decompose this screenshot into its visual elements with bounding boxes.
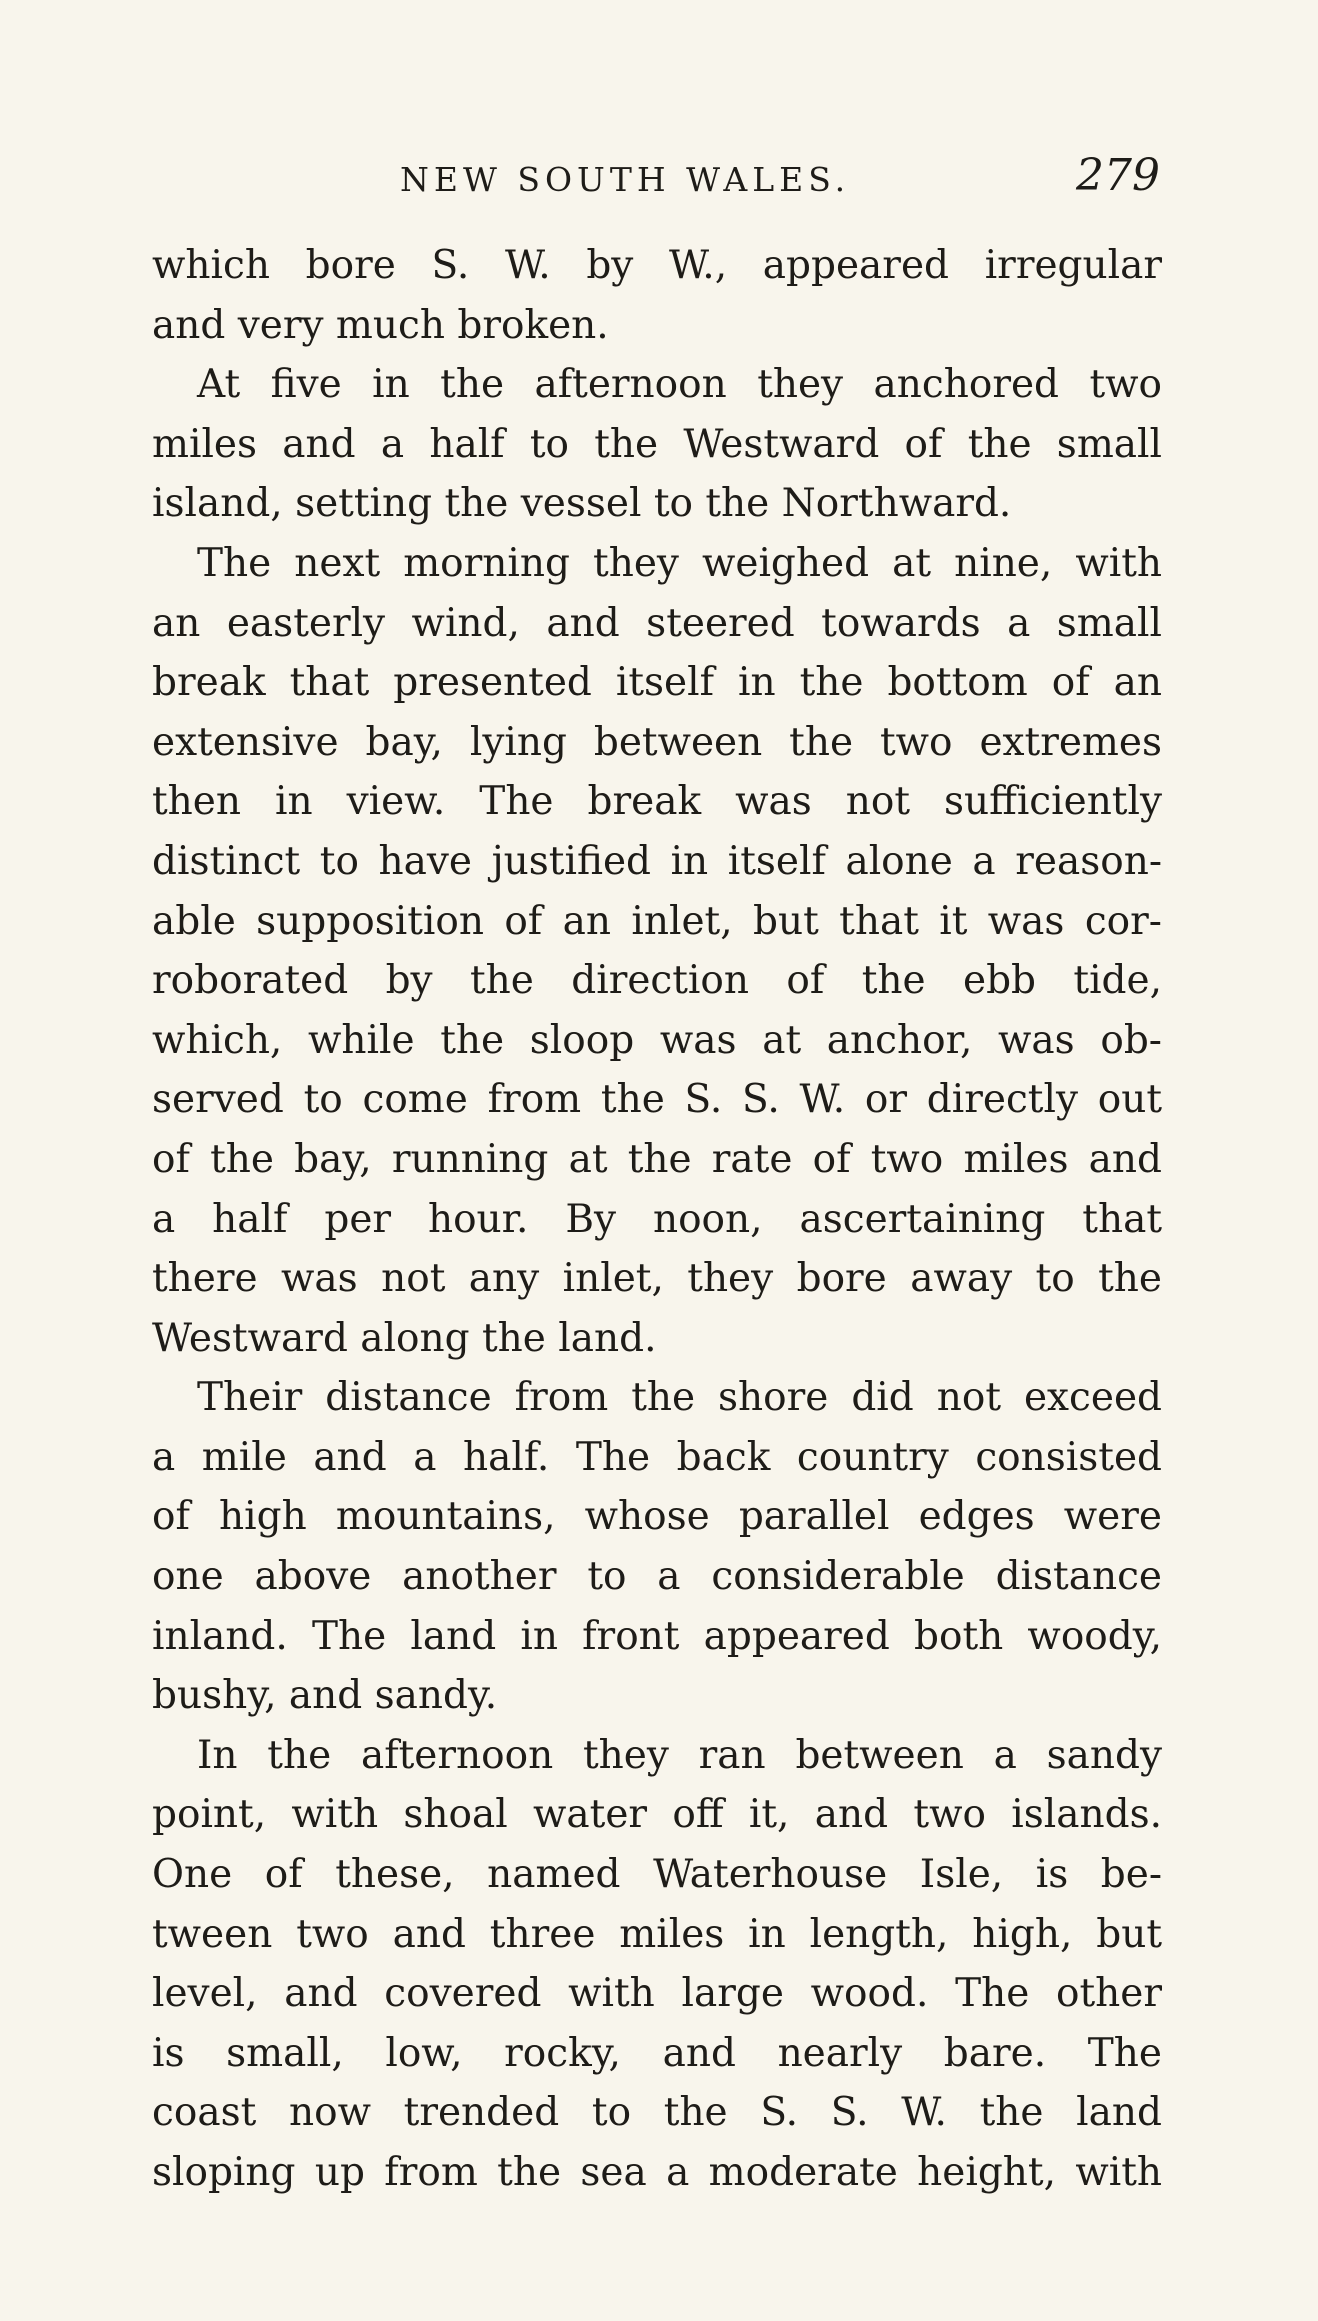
text-line: Their distance from the shore did not exceed bbox=[197, 1375, 1162, 1421]
text-line: of high mountains, whose parallel edges were bbox=[152, 1494, 1162, 1540]
page-number: 279 bbox=[1076, 150, 1160, 201]
text-line: In the afternoon they ran between a sandy bbox=[197, 1732, 1162, 1778]
text-line: sloping up from the sea a moderate height, with bbox=[152, 2150, 1162, 2195]
text-line: coast now trended to the S. S. W. the land bbox=[152, 2090, 1162, 2136]
text-line: a mile and a half. The back country consisted bbox=[152, 1434, 1162, 1480]
text-line: distinct to have justified in itself alone a reason- bbox=[152, 838, 1162, 884]
text-line: The next morning they weighed at nine, with bbox=[197, 540, 1162, 586]
text-line: Westward along the land. bbox=[152, 1315, 657, 1361]
text-line: One of these, named Waterhouse Isle, is be- bbox=[152, 1852, 1162, 1898]
text-line: then in view. The break was not sufficiently bbox=[152, 779, 1162, 825]
page-header bbox=[150, 150, 1160, 210]
text-line: an easterly wind, and steered towards a small bbox=[152, 600, 1162, 646]
text-line: which bore S. W. by W., appeared irregular bbox=[152, 243, 1162, 288]
text-line: a half per hour. By noon, ascertaining that bbox=[152, 1196, 1162, 1242]
text-line: miles and a half to the Westward of the small bbox=[152, 421, 1162, 467]
text-line: point, with shoal water off it, and two islands. bbox=[152, 1792, 1162, 1838]
text-line: level, and covered with large wood. The other bbox=[152, 1971, 1162, 2017]
text-line: break that presented itself in the bottom of an bbox=[152, 660, 1162, 706]
text-line: bushy, and sandy. bbox=[152, 1673, 498, 1719]
text-line: and very much broken. bbox=[152, 302, 609, 348]
text-line: inland. The land in front appeared both woody, bbox=[152, 1613, 1162, 1659]
body-text bbox=[152, 236, 1162, 2203]
text-line: extensive bay, lying between the two extremes bbox=[152, 719, 1162, 765]
text-line: one above another to a considerable distance bbox=[152, 1554, 1162, 1600]
text-line: of the bay, running at the rate of two miles and bbox=[152, 1136, 1162, 1182]
text-line: tween two and three miles in length, high, but bbox=[152, 1911, 1162, 1957]
text-line: there was not any inlet, they bore away to the bbox=[152, 1256, 1162, 1302]
text-line: served to come from the S. S. W. or directly out bbox=[152, 1077, 1162, 1123]
text-line: island, setting the vessel to the Northward. bbox=[152, 481, 1012, 527]
text-line: roborated by the direction of the ebb tide, bbox=[152, 958, 1162, 1004]
text-line: which, while the sloop was at anchor, was ob- bbox=[152, 1017, 1162, 1063]
text-line: At five in the afternoon they anchored two bbox=[197, 362, 1162, 408]
text-line: is small, low, rocky, and nearly bare. The bbox=[152, 2030, 1162, 2076]
text-line: able supposition of an inlet, but that it was cor- bbox=[152, 898, 1162, 944]
running-title: NEW SOUTH WALES. bbox=[400, 160, 851, 199]
